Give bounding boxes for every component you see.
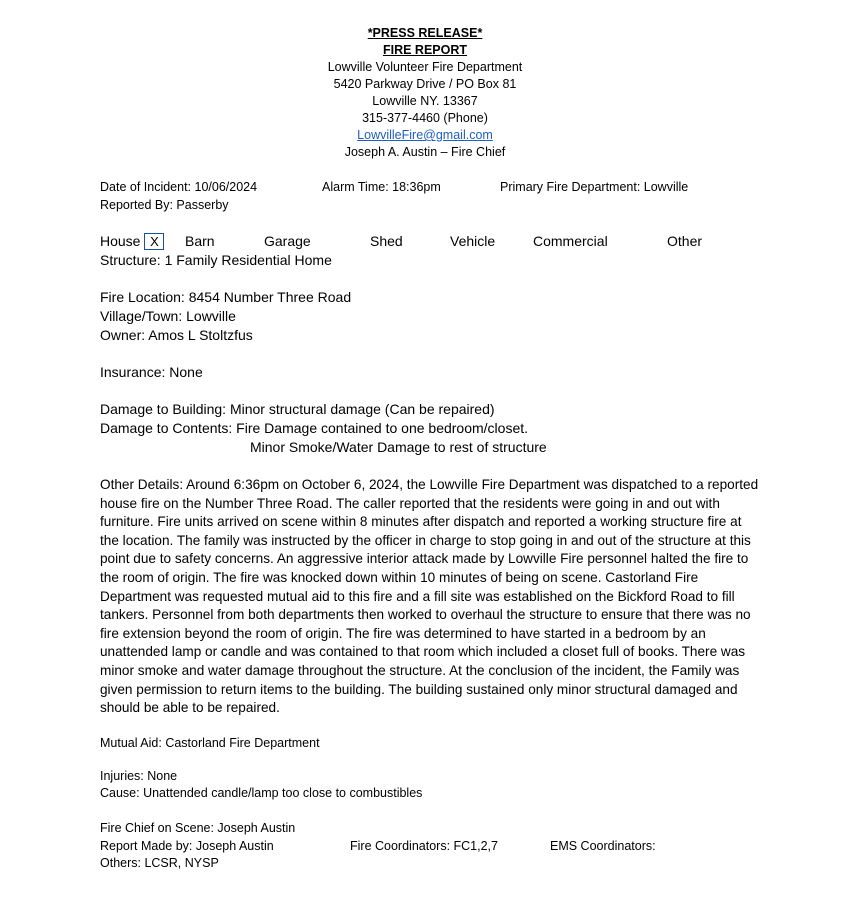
fire-coordinators: Fire Coordinators: FC1,2,7 [350, 839, 498, 853]
fire-report-title: FIRE REPORT [382, 43, 468, 57]
fire-chief-line: Joseph A. Austin – Fire Chief [344, 145, 506, 159]
damage-to-contents-continued: Minor Smoke/Water Damage to rest of structure [250, 439, 547, 455]
damage-to-building: Damage to Building: Minor structural damage (Can be repaired) [100, 401, 495, 417]
primary-fire-department: Primary Fire Department: Lowville [500, 180, 689, 194]
press-release-title: *PRESS RELEASE* [367, 26, 483, 40]
house-checkbox[interactable]: X [144, 233, 164, 250]
mutual-aid: Mutual Aid: Castorland Fire Department [100, 736, 320, 750]
department-city: Lowville NY. 13367 [372, 94, 478, 108]
structure-type-shed: Shed [370, 233, 403, 249]
house-label: House [100, 233, 141, 249]
injuries: Injuries: None [100, 769, 178, 783]
ems-coordinators: EMS Coordinators: [550, 839, 656, 853]
other-details-paragraph: Other Details: Around 6:36pm on October 6, 2024, the Lowville Fire Department was dispatched to a reported house fire on the Number Three Road. The caller reported that the residents were going in and out with furniture. Fire units arrived on scene within 8 minutes after dispatch and reported a working structure fire at the location. The family was instructed by the officer in charge to stop going in and out of the structure at this point due to safety concerns. An aggressive interior attack made by Lowville Fire personnel halted the fire to the room of origin. The fire was knocked down within 10 minutes of being on scene. Castorland Fire Department was requested mutual aid to this fire and a fill site was established on the Bickford Road to fill tankers. Personnel from both departments then worked to overhaul the structure to ensure that there was no fire extension beyond the room of origin. The fire was determined to have started in a bedroom by an unattended lamp or candle and was contained to that room which included a closet full of books. There was minor smoke and water damage throughout the structure. At the conclusion of the incident, the Family was given permission to return items to the building. The building sustained only minor structural damaged and should be able to be repaired. [100, 477, 759, 716]
date-of-incident: Date of Incident: 10/06/2024 [100, 180, 258, 194]
structure-type-other: Other [667, 233, 703, 249]
structure-type-vehicle: Vehicle [450, 233, 496, 249]
department-email-link[interactable]: LowvilleFire@gmail.com [357, 128, 493, 142]
fire-chief-on-scene: Fire Chief on Scene: Joseph Austin [100, 821, 296, 835]
document-header [0, 25, 850, 161]
structure-type-house [100, 233, 164, 250]
fire-location: Fire Location: 8454 Number Three Road [100, 289, 352, 305]
insurance: Insurance: None [100, 364, 203, 380]
structure-type-commercial: Commercial [533, 233, 608, 249]
structure-type-garage: Garage [264, 233, 311, 249]
owner: Owner: Amos L Stoltzfus [100, 327, 253, 343]
department-name: Lowville Volunteer Fire Department [327, 60, 523, 74]
reported-by: Reported By: Passerby [100, 198, 229, 212]
others: Others: LCSR, NYSP [100, 856, 219, 870]
department-phone: 315-377-4460 (Phone) [362, 111, 488, 125]
cause: Cause: Unattended candle/lamp too close to combustibles [100, 786, 423, 800]
damage-to-contents: Damage to Contents: Fire Damage contained to one bedroom/closet. [100, 420, 529, 436]
alarm-time: Alarm Time: 18:36pm [322, 180, 441, 194]
structure-description: Structure: 1 Family Residential Home [100, 252, 332, 268]
structure-type-barn: Barn [185, 233, 215, 249]
village-town: Village/Town: Lowville [100, 308, 236, 324]
department-address: 5420 Parkway Drive / PO Box 81 [333, 77, 517, 91]
report-made-by: Report Made by: Joseph Austin [100, 839, 274, 853]
